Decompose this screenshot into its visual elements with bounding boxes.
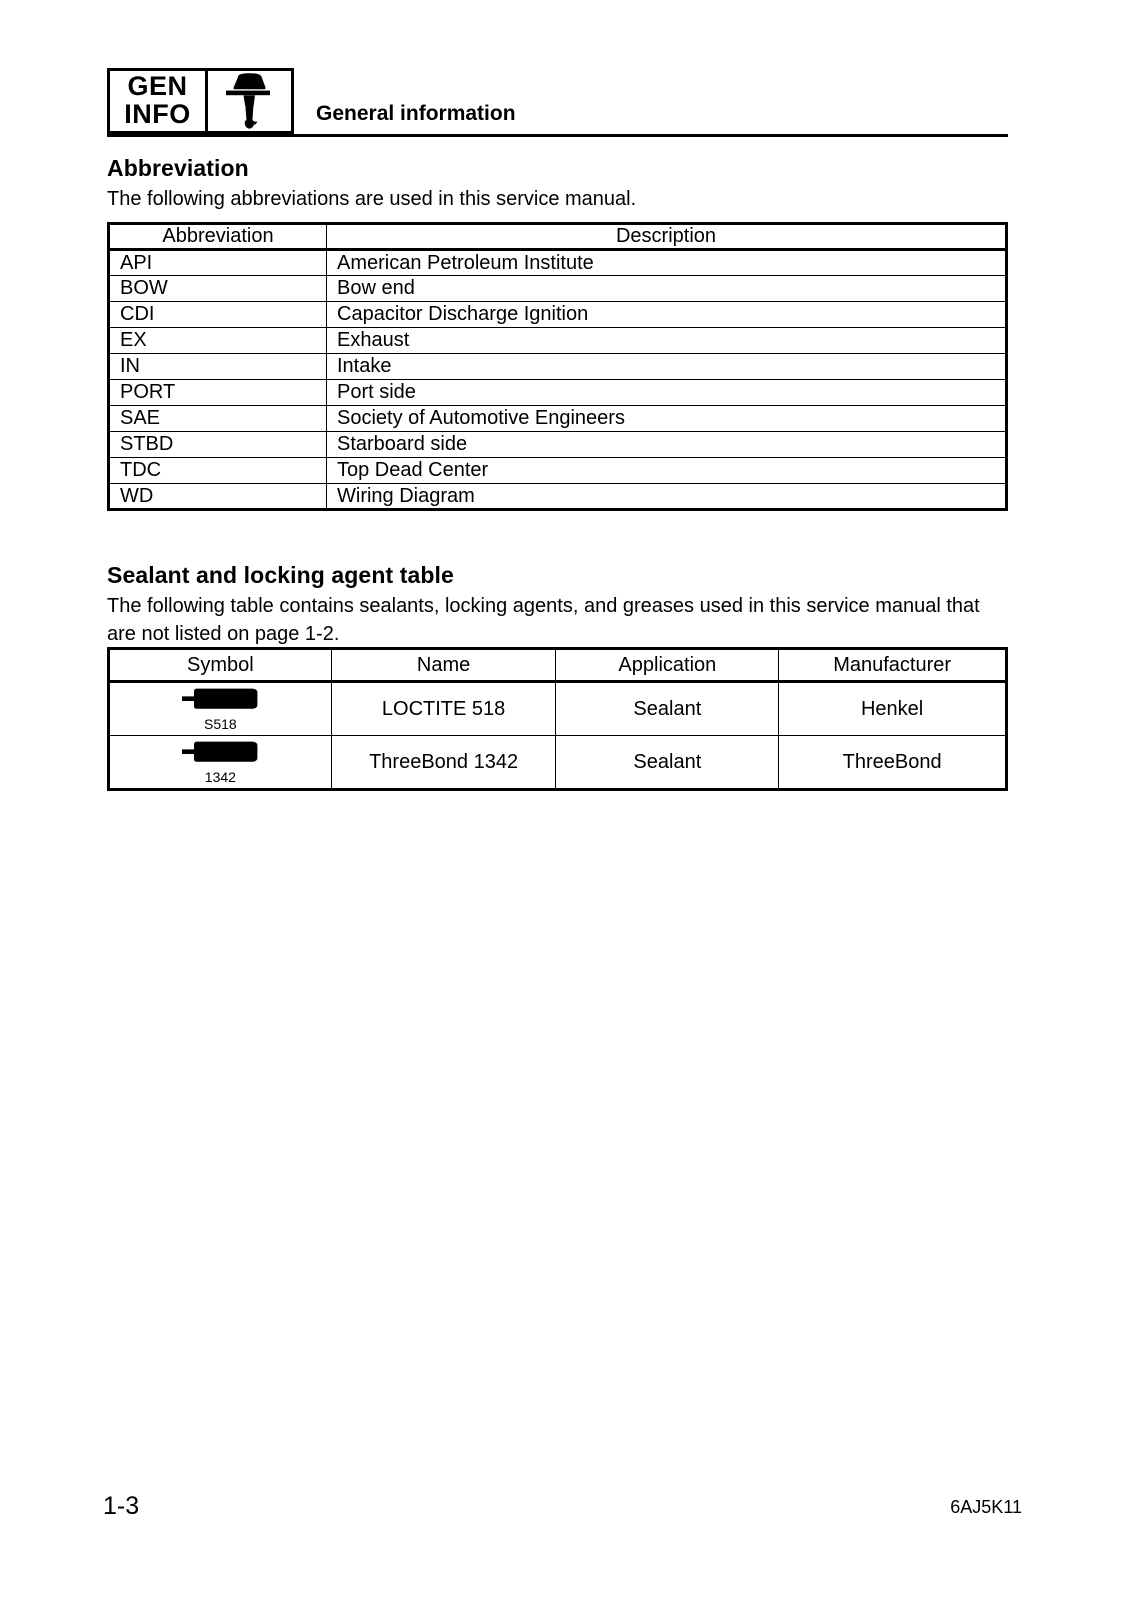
abbreviation-cell: IN — [109, 354, 327, 380]
table-row — [109, 458, 1007, 484]
abbreviation-cell: CDI — [109, 302, 327, 328]
abbreviation-cell: WD — [109, 484, 327, 510]
table-row — [109, 736, 1007, 790]
table-row — [109, 432, 1007, 458]
sealant-table — [107, 647, 1008, 791]
manufacturer-cell: Henkel — [779, 682, 1007, 736]
abbreviation-cell: PORT — [109, 380, 327, 406]
column-header-description: Description — [327, 224, 1007, 250]
description-cell: American Petroleum Institute — [327, 250, 1007, 276]
table-row — [109, 276, 1007, 302]
abbreviation-intro: The following abbreviations are used in this service manual. — [107, 188, 637, 210]
abbreviation-cell: TDC — [109, 458, 327, 484]
footer-document-code: 6AJ5K11 — [950, 1497, 1022, 1517]
abbreviation-cell: STBD — [109, 432, 327, 458]
manufacturer-cell: ThreeBond — [779, 736, 1007, 790]
description-cell: Bow end — [327, 276, 1007, 302]
column-header-abbreviation: Abbreviation — [109, 224, 327, 250]
symbol-label: S518 — [204, 715, 237, 732]
page-header — [107, 68, 1008, 142]
column-header-application: Application — [556, 649, 779, 682]
name-cell: ThreeBond 1342 — [331, 736, 556, 790]
gen-info-line-1: GEN — [127, 71, 188, 102]
description-cell: Wiring Diagram — [327, 484, 1007, 510]
sealant-tube-icon — [182, 741, 258, 769]
application-cell: Sealant — [556, 682, 779, 736]
table-row — [109, 302, 1007, 328]
column-header-symbol: Symbol — [109, 649, 332, 682]
header-title: General information — [316, 102, 516, 125]
description-cell: Exhaust — [327, 328, 1007, 354]
column-header-name: Name — [331, 649, 556, 682]
gen-info-line-2: INFO — [124, 99, 191, 129]
table-header-row — [109, 224, 1007, 250]
abbreviation-cell: SAE — [109, 406, 327, 432]
table-row — [109, 380, 1007, 406]
symbol-label: 1342 — [204, 768, 236, 785]
sealant-heading: Sealant and locking agent table — [107, 562, 454, 588]
footer-page-number: 1-3 — [103, 1492, 140, 1520]
header-badge-group — [107, 68, 294, 134]
description-cell: Capacitor Discharge Ignition — [327, 302, 1007, 328]
outboard-motor-icon — [208, 71, 291, 131]
table-row — [109, 328, 1007, 354]
header-rule — [107, 134, 1008, 137]
table-row — [109, 354, 1007, 380]
name-cell: LOCTITE 518 — [331, 682, 556, 736]
description-cell: Society of Automotive Engineers — [327, 406, 1007, 432]
sealant-tube-icon — [182, 688, 258, 716]
description-cell: Intake — [327, 354, 1007, 380]
description-cell: Starboard side — [327, 432, 1007, 458]
abbreviation-table — [107, 222, 1008, 511]
symbol-cell — [109, 736, 332, 790]
abbreviation-cell: BOW — [109, 276, 327, 302]
table-row — [109, 484, 1007, 510]
symbol-cell — [109, 682, 332, 736]
gen-info-badge — [110, 71, 208, 131]
table-row — [109, 682, 1007, 736]
application-cell: Sealant — [556, 736, 779, 790]
table-header-row — [109, 649, 1007, 682]
description-cell: Port side — [327, 380, 1007, 406]
sealant-intro: The following table contains sealants, locking agents, and greases used in this service manual that are not listed on page 1-2. — [107, 595, 980, 646]
abbreviation-cell: API — [109, 250, 327, 276]
description-cell: Top Dead Center — [327, 458, 1007, 484]
abbreviation-cell: EX — [109, 328, 327, 354]
table-row — [109, 406, 1007, 432]
abbreviation-heading: Abbreviation — [107, 155, 249, 181]
table-row — [109, 250, 1007, 276]
column-header-manufacturer: Manufacturer — [779, 649, 1007, 682]
